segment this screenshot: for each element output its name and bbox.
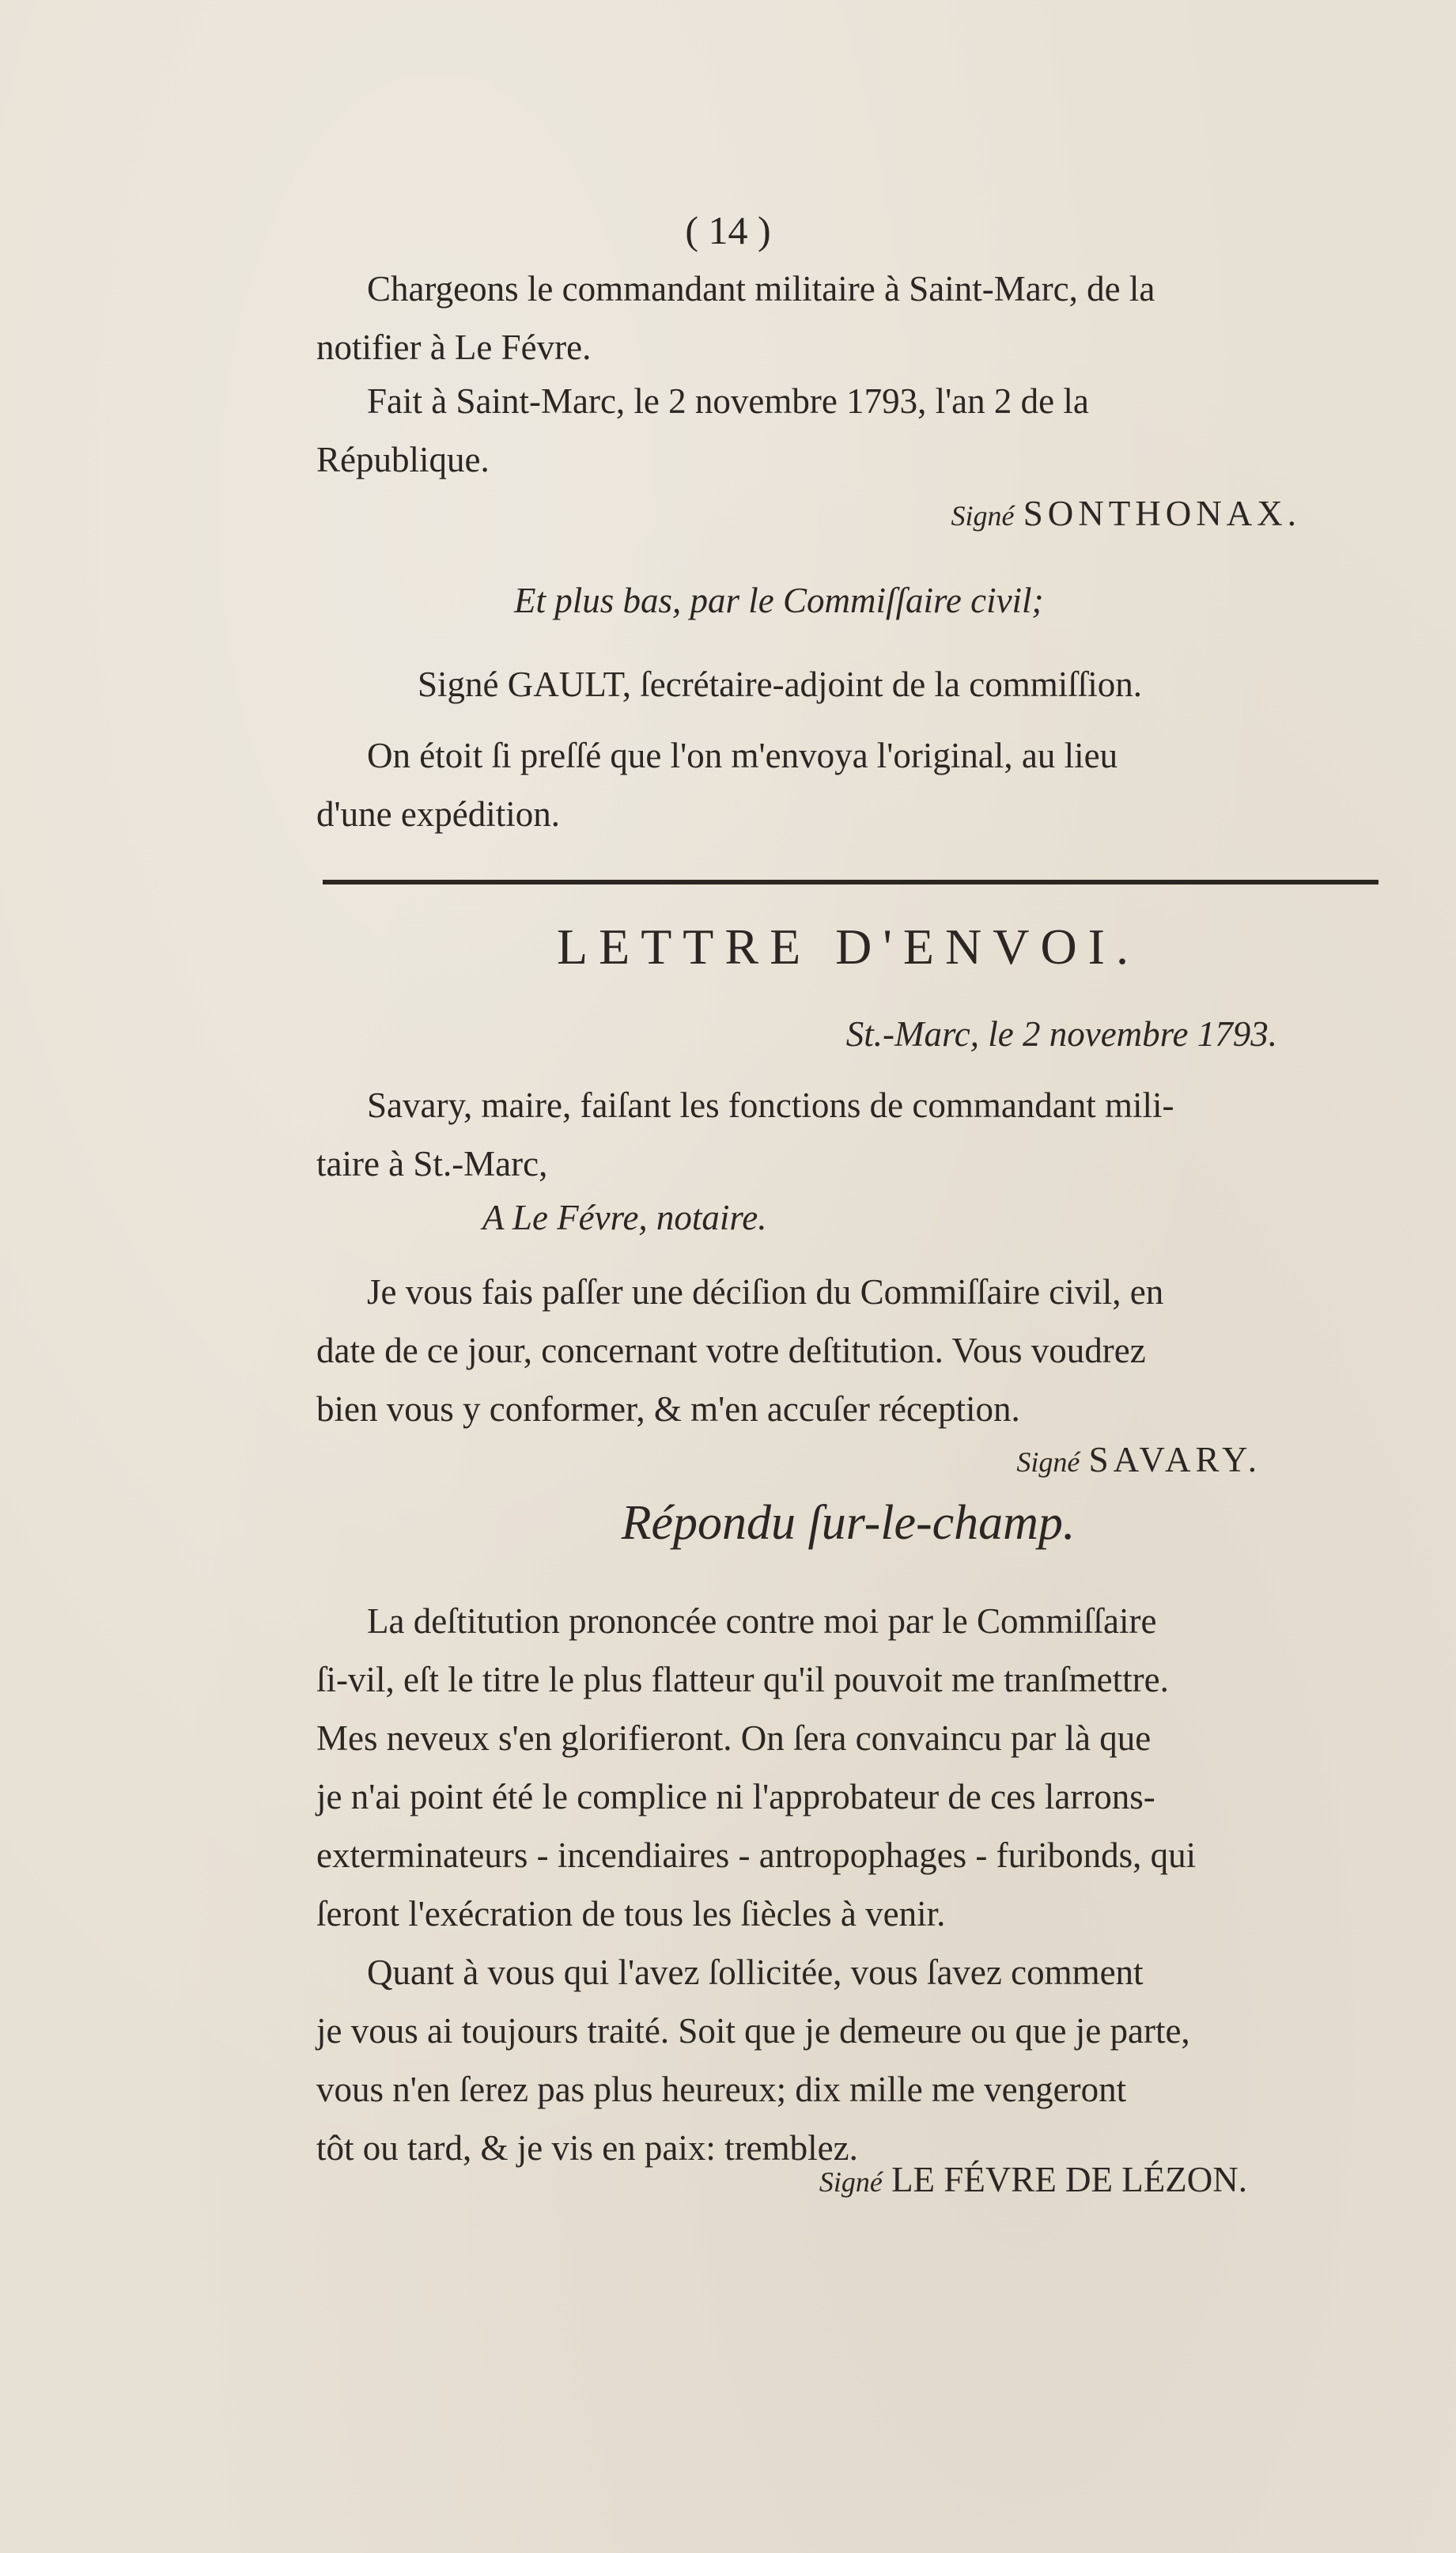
paragraph-date xyxy=(316,372,1380,489)
page-number: ( 14 ) xyxy=(685,208,771,252)
text-line: ſi-vil, eſt le titre le plus flatteur qu'il pouvoit me tranſmettre. xyxy=(316,1660,1169,1699)
signature-prefix: Signé xyxy=(951,500,1015,532)
text-line: date de ce jour, concernant votre deſtitution. Vous voudrez xyxy=(316,1331,1146,1370)
signature-prefix: Signé xyxy=(1016,1446,1080,1478)
text-line: ſeront l'exécration de tous les ſiècles à venir. xyxy=(316,1894,946,1934)
paragraph-savary xyxy=(316,1076,1380,1193)
signature-gault: Signé GAULT, ſecrétaire-adjoint de la commiſſion. xyxy=(418,665,1142,704)
text-line: tôt ou tard, & je vis en paix: tremblez. xyxy=(316,2128,858,2168)
signature-name: SAVARY. xyxy=(1088,1440,1261,1479)
text-line: République. xyxy=(316,440,490,479)
text-line: vous n'en ſerez pas plus heureux; dix mille me vengeront xyxy=(316,2070,1127,2109)
text-line: Savary, maire, faiſant les fonctions de commandant mili- xyxy=(367,1085,1174,1125)
divider-rule xyxy=(323,880,1378,884)
addressee: A Le Févre, notaire. xyxy=(482,1198,767,1237)
dateline: St.-Marc, le 2 novembre 1793. xyxy=(845,1014,1277,1054)
subheading: Répondu ſur-le-champ. xyxy=(621,1496,1076,1550)
text-line: notifier à Le Févre. xyxy=(316,328,592,367)
text-line: Quant à vous qui l'avez ſollicitée, vous ſavez comment xyxy=(367,1953,1144,1992)
text-line: Fait à Saint-Marc, le 2 novembre 1793, l'an 2 de la xyxy=(367,381,1089,421)
text-line: Mes neveux s'en glorifieront. On ſera convaincu par là que xyxy=(316,1718,1152,1758)
text-line: bien vous y conformer, & m'en accuſer réception. xyxy=(316,1389,1020,1429)
text-line: exterminateurs - incendiaires - antropophages - furibonds, qui xyxy=(316,1835,1197,1875)
signature-lefevre xyxy=(316,2150,1380,2211)
text-line: je vous ai toujours traité. Soit que je demeure ou que je parte, xyxy=(316,2011,1190,2051)
text-line: La deſtitution prononcée contre moi par le Commiſſaire xyxy=(367,1601,1157,1641)
text-line: Je vous fais paſſer une déciſion du Commiſſaire civil, en xyxy=(367,1272,1164,1312)
section-heading: LETTRE D'ENVOI. xyxy=(557,919,1140,975)
text-line: On étoit ſi preſſé que l'on m'envoya l'original, au lieu xyxy=(367,736,1118,775)
paragraph-response xyxy=(316,1592,1380,1943)
signature-note: Et plus bas, par le Commiſſaire civil; xyxy=(514,581,1044,620)
text-line: je n'ai point été le complice ni l'approbateur de ces larrons- xyxy=(316,1777,1155,1816)
text-line: d'une expédition. xyxy=(316,794,561,834)
text-line: taire à St.-Marc, xyxy=(316,1144,548,1184)
signature-sonthonax xyxy=(316,484,1380,545)
signature-name: LE FÉVRE DE LÉZON. xyxy=(891,2160,1247,2199)
signature-name: SONTHONAX. xyxy=(1023,494,1301,533)
signature-savary xyxy=(316,1430,1380,1491)
paragraph-original xyxy=(316,726,1380,843)
paragraph-notification xyxy=(316,259,1380,377)
paragraph-decision xyxy=(316,1263,1380,1438)
paragraph-threat xyxy=(316,1943,1380,2177)
text-line: Chargeons le commandant militaire à Saint-Marc, de la xyxy=(367,269,1155,309)
signature-prefix: Signé xyxy=(819,2166,883,2198)
